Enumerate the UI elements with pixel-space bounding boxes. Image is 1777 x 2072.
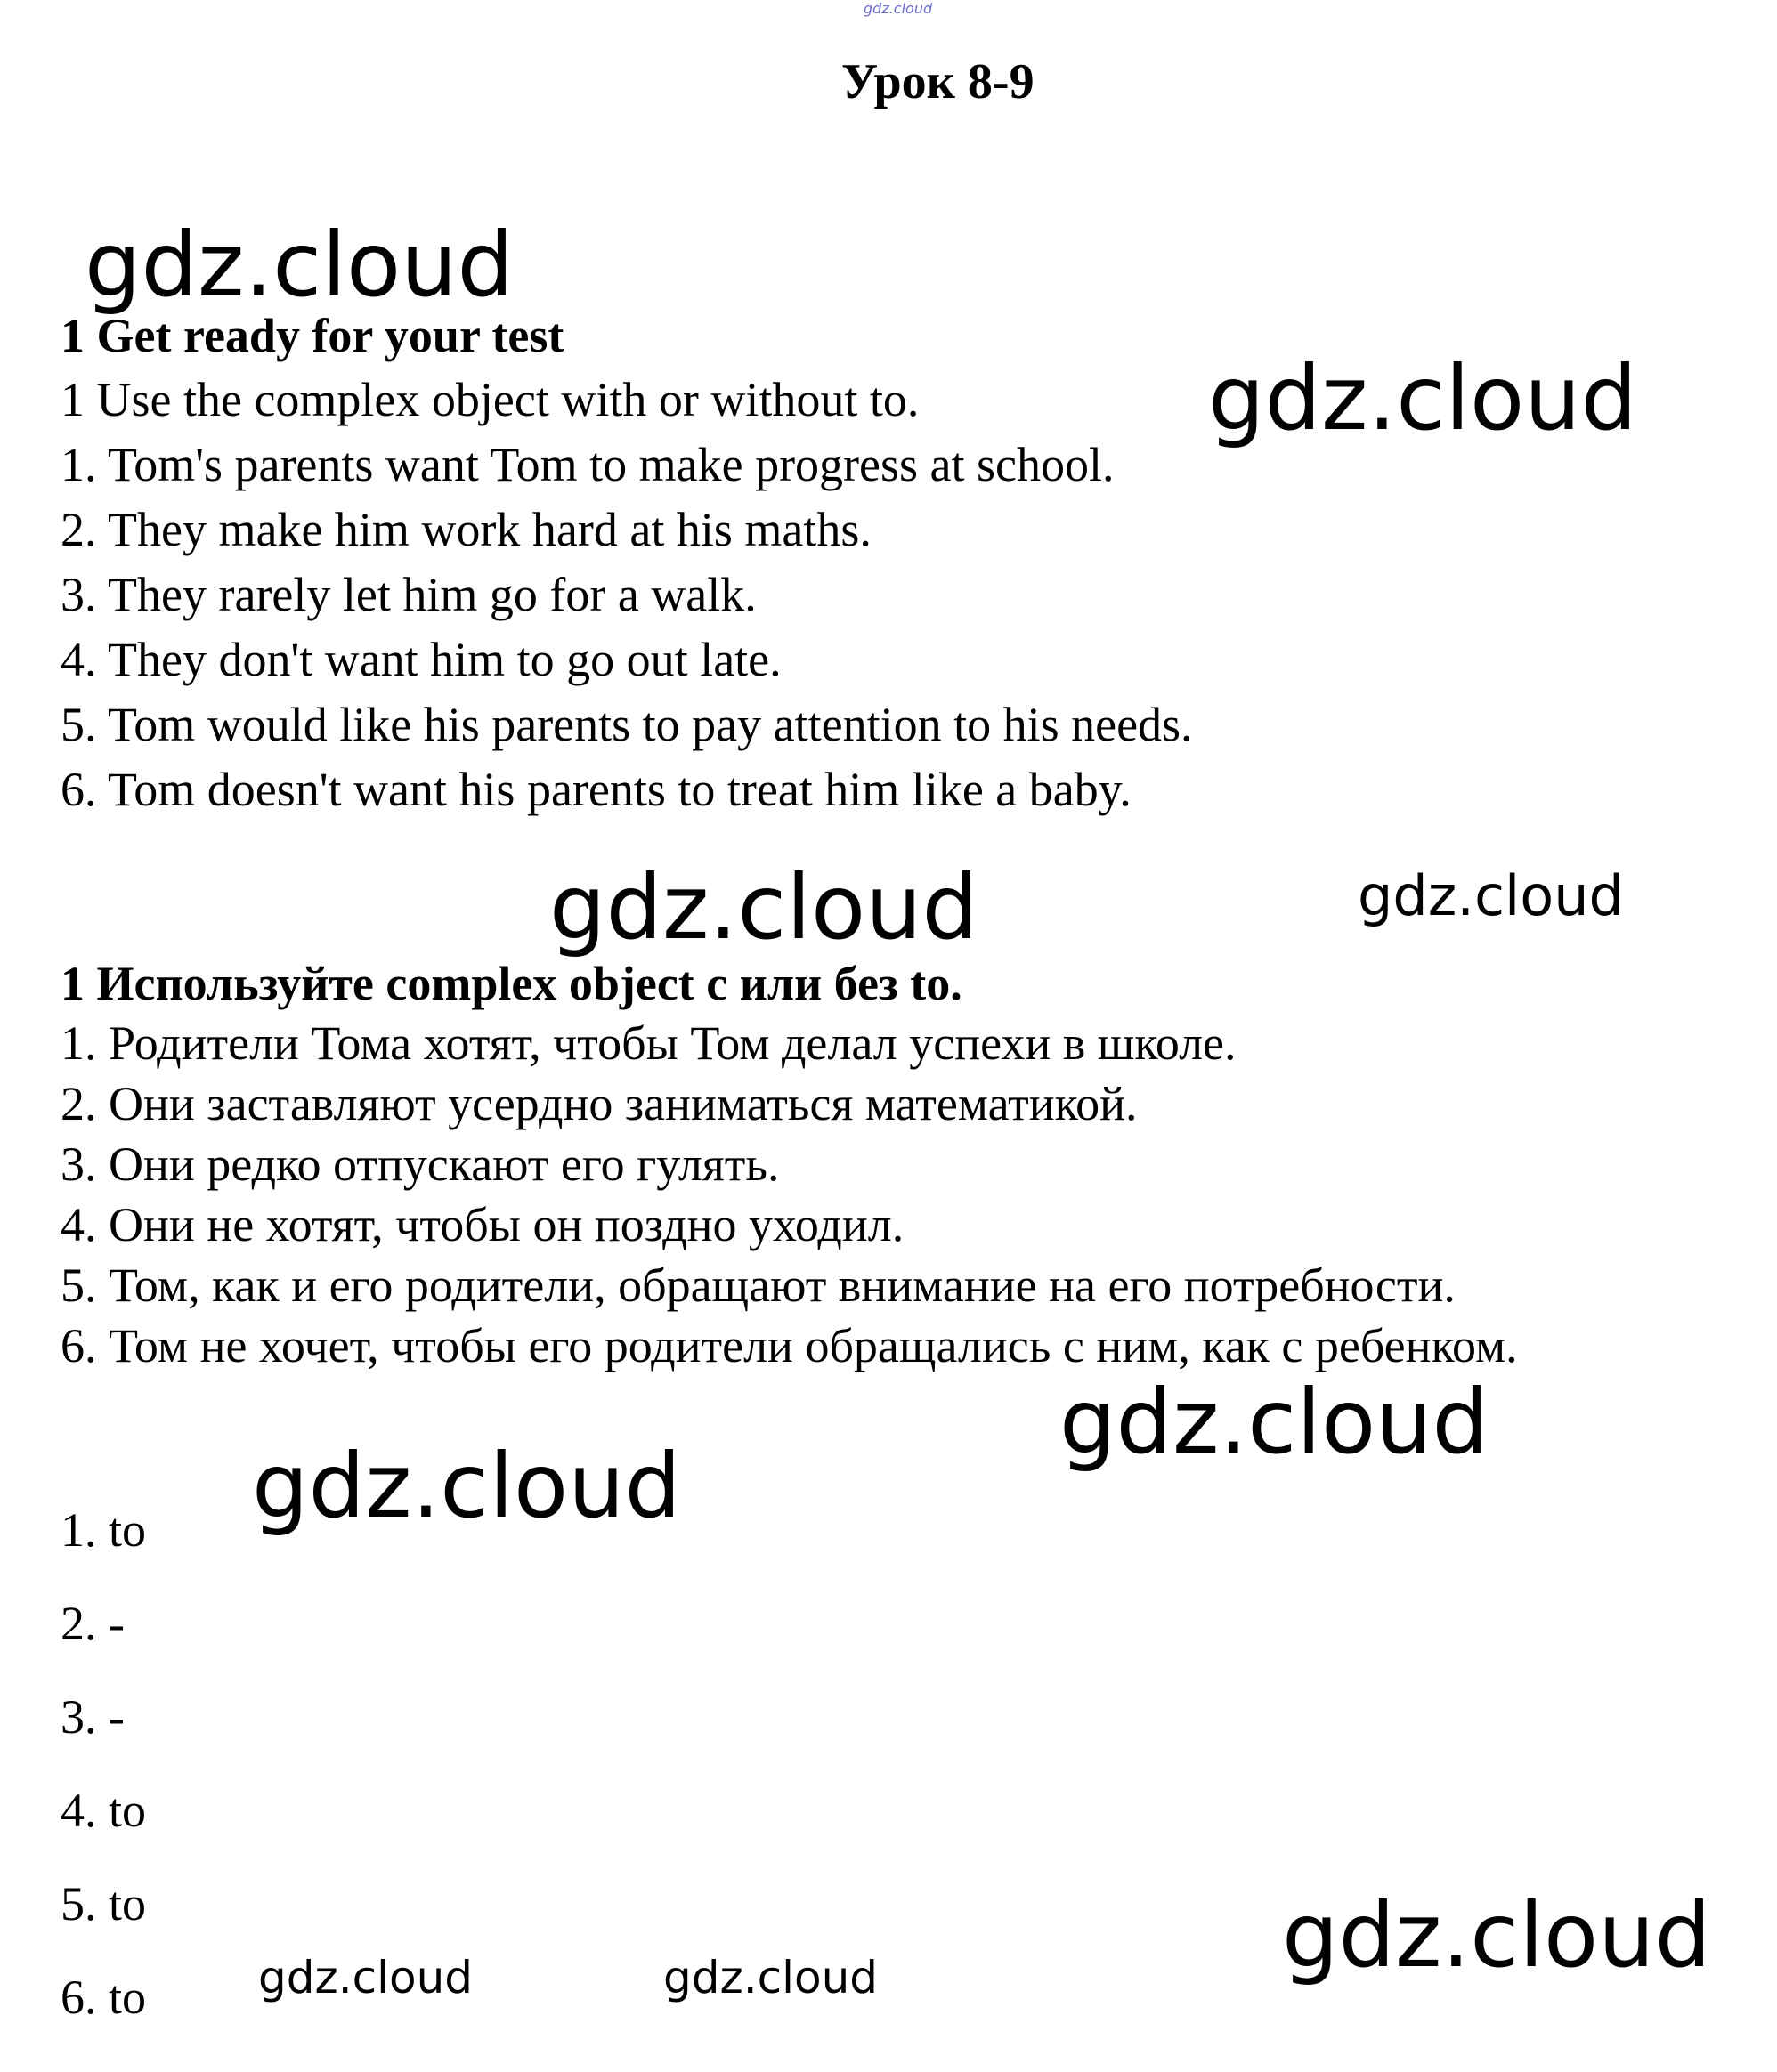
english-sentence: 3. They rarely let him go for a walk.	[61, 568, 757, 621]
russian-heading: 1 Используйте complex object с или без to.	[61, 957, 962, 1010]
answer-item: 5. to	[61, 1877, 147, 1930]
watermark: gdz.cloud	[1208, 346, 1638, 450]
watermark: gdz.cloud	[1059, 1370, 1489, 1474]
answer-item: 4. to	[61, 1784, 147, 1837]
watermark: gdz.cloud	[258, 1952, 474, 2003]
russian-sentence: 6. Том не хочет, чтобы его родители обращались с ним, как с ребенком.	[61, 1319, 1518, 1372]
english-sentence: 4. They don't want him to go out late.	[61, 633, 782, 686]
watermark: gdz.cloud	[549, 855, 979, 959]
english-task: 1 Use the complex object with or without to.	[61, 373, 920, 426]
russian-sentence: 5. Том, как и его родители, обращают внимание на его потребности.	[61, 1259, 1456, 1312]
answer-item: 6. to	[61, 1971, 147, 2024]
answer-item: 1. to	[61, 1503, 147, 1557]
english-sentence: 2. They make him work hard at his maths.	[61, 503, 872, 556]
russian-sentence: 1. Родители Тома хотят, чтобы Том делал успехи в школе.	[61, 1016, 1237, 1070]
english-sentence: 5. Tom would like his parents to pay attention to his needs.	[61, 698, 1193, 751]
watermark: gdz.cloud	[1358, 863, 1624, 928]
watermark: gdz.cloud	[252, 1434, 682, 1538]
watermark: gdz.cloud	[1282, 1883, 1712, 1987]
answer-item: 3. -	[61, 1690, 125, 1744]
watermark: gdz.cloud	[663, 1952, 879, 2003]
watermark: gdz.cloud	[85, 213, 515, 317]
watermark-small-top: gdz.cloud	[864, 0, 933, 17]
lesson-title: Урок 8-9	[841, 54, 1035, 109]
english-sentence: 1. Tom's parents want Tom to make progress at school.	[61, 438, 1115, 491]
russian-sentence: 2. Они заставляют усердно заниматься математикой.	[61, 1077, 1138, 1130]
answer-item: 2. -	[61, 1597, 125, 1650]
english-sentence: 6. Tom doesn't want his parents to treat him like a baby.	[61, 763, 1132, 816]
russian-sentence: 4. Они не хотят, чтобы он поздно уходил.	[61, 1198, 905, 1251]
english-heading: 1 Get ready for your test	[61, 309, 564, 362]
russian-sentence: 3. Они редко отпускают его гулять.	[61, 1137, 780, 1191]
